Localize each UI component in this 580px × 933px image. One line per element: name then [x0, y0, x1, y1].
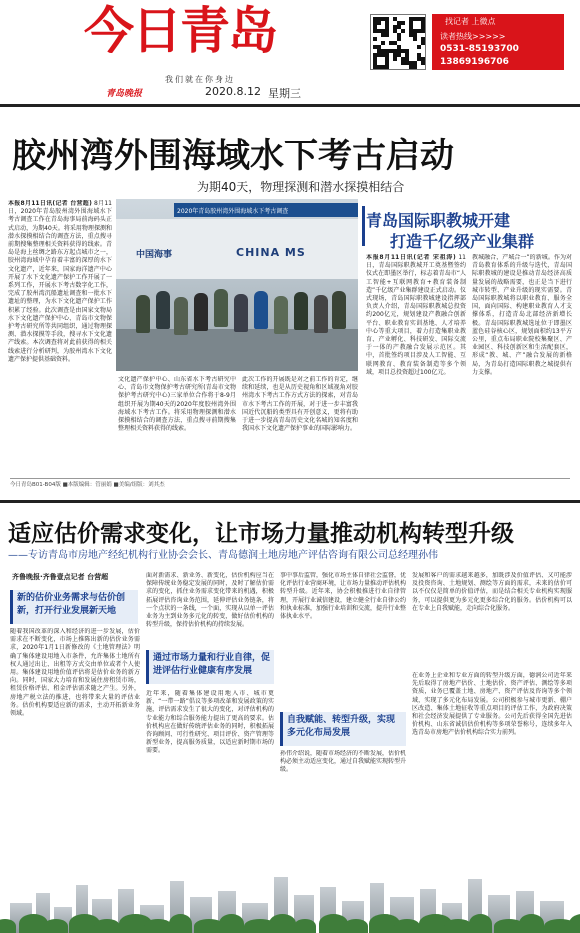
hotline-phone-2: 13869196706: [440, 57, 509, 67]
page-credits: 今日青岛B01-B04版 ■本版编辑：管丽娟 ■美编/组版：刘其杰: [10, 482, 165, 488]
tree-shape: [44, 919, 68, 933]
tree-shape: [144, 919, 172, 933]
credits-divider: [10, 478, 570, 479]
tree-shape: [169, 914, 192, 933]
feature-box-3: 自我赋能、转型升级，实现多元化布局发展: [280, 712, 406, 746]
sidebar-accent-bar: [362, 206, 365, 246]
qr-code-icon[interactable]: [370, 14, 426, 70]
sidebar-byline: 本报8月11日讯(记者 宋祖涛): [366, 254, 456, 261]
feature-subhead: ——专访青岛市房地产经纪机构行业协会会长、青岛德润土地房地产评估咨询有限公司总经理孙伟: [8, 550, 438, 561]
tree-shape: [269, 914, 296, 933]
qr-module: [421, 61, 425, 65]
tree-shape: [344, 919, 368, 933]
sidebar-headline-1: 青岛国际职教城开建: [366, 211, 511, 230]
lead-column-3: 此次工作的开展既是对之前工作的肯定，继续和延续，也是从历史视角和区域视角对胶州湾水下考古工作方式方法的探索，对青岛市水下考古工作的开展，对于进一步丰富我国近代沉船的类型具有开创意义，更将有助于进一步提高青岛历史文化名城的知名度和我国水下文化遗产保护事业的国际影响力。: [242, 376, 358, 433]
sidebar-text-1: 11日，青岛国际职教城开工奠基暨签约仪式在即墨区举行，标志着青岛市“人工智能+互联网教育+教育装备制造”千亿级产业集群建设正式启动。仪式现场，青岛国际职教城建设指挥部负责人介绍，青岛国际职教城总投资约200亿元，规划建设产教融合创新平台、职业教育实训基地、人才培养中心等重大项目，着力打造集职业教育、产业孵化、科技研发、国际交流于一体的产教融合发展示范区。其中，首批签约项目涉及人工智能、互联网教育、教育装备制造等多个领域，项目总投资超过100亿元。: [366, 254, 466, 376]
person-figure: [314, 295, 328, 333]
tree-shape: [0, 919, 16, 933]
feature-column-2b: 近年来，随着集体建设用地入市、城市更新、“一带一路”倡议等多项改革和发展政策的实施，评估需求发生了很大的变化，对评估机构的专业能力和综合服务能力提出了更高的要求。估价机构应在做好传统评估业务的同时，积极拓展咨询顾问、可行性研究、项目评价、资产管理等新型业务，提高服务质量，以适应新时期市场的需要。: [146, 690, 274, 755]
masthead-divider: [0, 104, 580, 107]
person-figure: [234, 294, 248, 332]
qr-module: [401, 21, 405, 25]
qr-module: [377, 21, 381, 25]
lead-headline: 胶州湾外围海域水下考古启动: [12, 136, 454, 176]
qr-module: [413, 65, 417, 69]
ship-name-cn: 中国海事: [136, 250, 173, 260]
deck: [116, 329, 358, 371]
feature-column-4b: 在业务上企业和专业方面的转型升级方面，德润公司近年来先后取得了房地产估价、土地估价、资产评估、测绘等多项资质，业务已覆盖土地、房地产、资产评估及咨询等多个领域，实现了多元化布局发展。公司积极参与城市更新、棚户区改造、集体土地征收等重点项目的评估工作，为政府决策和社会经济发展提供了专业服务。公司先后获得全国先进估价机构、山东省诚信估价机构等多项荣誉称号，连续多年入选青岛市房地产估价机构综合实力前列。: [412, 672, 572, 737]
lead-column-2: 文化遗产保护中心、山东省水下考古研究中心、青岛市文物保护考古研究所(青岛市文物保护考古研究中心)三家单位合作将于8-9月组织开展为期40天的2020年度胶州湾外围海域水下考古工作。将采用物理探测和潜水探摸相结合的调查方法，重点搜寻前期搜集整理相关资料获得的线索。: [118, 376, 236, 433]
qr-module: [421, 29, 425, 33]
qr-module: [417, 45, 421, 49]
person-figure: [274, 296, 288, 334]
hotline-heading: 找记者 上微点: [445, 17, 496, 26]
qr-module: [385, 33, 389, 37]
tree-shape: [569, 914, 580, 933]
tree-shape: [444, 919, 472, 933]
sidebar-headline-2: 打造千亿级产业集群: [390, 232, 535, 251]
lead-photo: [116, 199, 358, 371]
tree-shape: [394, 919, 420, 933]
qr-module: [413, 37, 417, 41]
sidebar-column-1: [366, 254, 466, 472]
city-skyline-image: [0, 868, 580, 933]
feature-byline: 齐鲁晚报·齐鲁壹点记者 台营超: [12, 573, 109, 581]
photo-banner: 2020年青岛胶州湾外围海域水下考古调查: [174, 203, 358, 217]
hotline-label: 读者热线>>>>>: [440, 32, 506, 41]
ship-name-en: CHINA MS: [236, 246, 306, 259]
issue-date: 2020.8.12: [205, 85, 261, 98]
qr-module: [373, 37, 377, 41]
qr-module: [401, 29, 405, 33]
hotline-phone-1: 0531-85193700: [440, 44, 519, 54]
lead-text-1: 8月11日，2020年青岛胶州湾外围海域水下考古调查工作在青岛海事局前海码头正式启动，为期40天。将采用物理探测和潜水探摸相结合的调查方法，重点搜寻前期搜集整理相关资料获得的线索。青岛是海上丝绸之路东方起点城市之一，胶州湾海域中孕育着丰富的深厚的水下文化遗产，近年来，国家海洋遗产中心开展了水下文化遗产保护工作开展了一系列工作，开展水下考古数字化工作，完成了胶州湾沉船遗址调查和一批水下遗址的整理，为水下文化遗产保护工作积累了经验。此次调查是由国家文物局水下文化遗产保护中心、青岛市文物保护考古研究所等共同组织，通过物理探测、潜水探摸等手段，搜寻水下文化遗产线索。本次调查将对此前获得的相关线索进行分析研判，为胶州湾水下文化遗产保护提供基础资料。: [8, 200, 112, 363]
qr-module: [393, 57, 397, 61]
feature-column-2: 面对新需求、新业务、新变化，估价机构应当在保障传统业务稳定发展的同时，及时了解估价需求的变化，抓住业务需求变化带来的机遇，积极拓展评估咨询业务范围，延伸评估业务链条，将一个点状的一条线，一个面，实现从以单一评估业务为主到业务多元化的转变，做好估价机构的转型升级，保持估价机构的持续发展。: [146, 572, 274, 629]
feature-box-2: 通过市场力量和行业自律，促进评估行业健康有序发展: [146, 650, 274, 684]
feature-headline: 适应估价需求变化，让市场力量推动机构转型升级: [8, 521, 514, 547]
tree-shape: [469, 914, 492, 933]
person-figure: [214, 289, 228, 327]
tree-shape: [294, 919, 316, 933]
person-figure: [156, 291, 170, 329]
person-figure: [254, 291, 268, 329]
person-figure: [174, 297, 188, 335]
section-divider: [0, 500, 580, 503]
lead-column-1: [8, 200, 112, 470]
qr-module: [381, 41, 385, 45]
feature-box-1: 新的估价业务需求与估价创新，打开行业发展新天地: [10, 590, 138, 624]
tree-shape: [519, 914, 544, 933]
feature-column-3b: 孙伟介绍说，随着市场经济的不断发展，估价机构必须主动适应变化，通过自我赋能实现转型升级。: [280, 750, 406, 774]
qr-module: [421, 41, 425, 45]
person-figure: [294, 292, 308, 330]
slogan: 我们就在你身边: [165, 75, 235, 84]
issue-weekday: 星期三: [268, 87, 301, 100]
person-figure: [136, 295, 150, 333]
qr-module: [385, 65, 389, 69]
tree-shape: [94, 919, 120, 933]
sidebar-column-2: 教城融合，产城合一”的新城。作为对青岛教育体系的升级与迭代，青岛国际职教城的建设是推动青岛经济高质量发展的战略需要，也正是当下进行城市转型、产业升级的现实需要。青岛国际职教城将以职业教育、服务全国，面向国际、构建职业教育人才支撑体系，打造青岛北部经济新增长极。青岛国际职教城选址位于即墨区蓝色硅谷核心区，规划面积约13平方公里，重点布局职业院校集聚区、产业园区、科技创新区和生活配套区，形成“教、城、产”融合发展的新格局，为青岛打造国际职教之城提供有力支撑。: [472, 254, 572, 376]
lead-subhead: 为期40天，物理探测和潜水探摸相结合: [197, 180, 405, 194]
feature-column-1: 随着我国改革的深入和经济的进一步发展，估价需求在不断变化，市场上推陈出新的估价业务需求，2020年1月1日新修改的《土地管理法》明确了集体建设用地入市条件，允许集体土地所有权人通过出让、出租等方式交由单位或者个人使用。集体建设用地价值评估将是估价业务的新方向。同时，国家大力培育和发展住房租赁市场，租赁价格评估、租金评估需求随之产生。另外，房地产税立法的推进，也将带来大量的评估业务。估价机构要适应新的需求，主动开拓新业务领域。: [10, 628, 140, 718]
sub-brand: 青岛晚报: [106, 89, 143, 99]
person-figure: [332, 291, 346, 329]
feature-column-4: 发展和客户的需求越来越多，加既涉及价值评估、又可能涉及投资咨询、土地规划、测绘等方面的需求，未来的估价可以不仅仅是简单的价值评估，而是结合相关专业机构实现服务，可以提供更为多元化更多综合化的服务。估价机构可以在专业上自我赋能，走向综合化服务。: [412, 572, 572, 612]
person-figure: [194, 293, 208, 331]
feature-column-3: 事中事后监管，强化市场主体自律社会监督，优化评估行业营商环境，让市场力量推动评估机构转型升级。近年来，协会积极推进行业自律管理，开展行业诚信建设，建立健全行业自律公约和执业标准，加强行业培训和交流，提升行业整体执业水平。: [280, 572, 406, 621]
newspaper-logo: 今日青岛: [84, 2, 276, 60]
tree-shape: [219, 914, 244, 933]
qr-module: [397, 37, 401, 41]
lead-byline: 本报8月11日讯(记者 台营超): [8, 200, 92, 207]
